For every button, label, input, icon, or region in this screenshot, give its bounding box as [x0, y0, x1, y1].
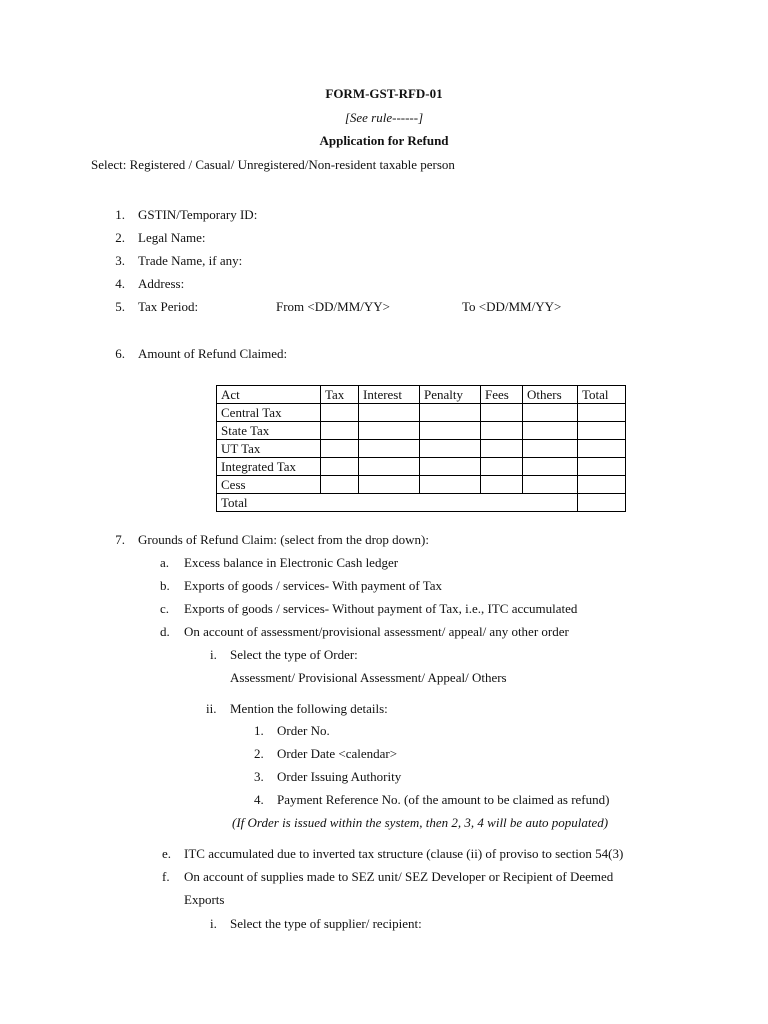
- payment-reference-label: Payment Reference No. (of the amount to be claimed as refund): [277, 792, 610, 807]
- rule-reference: [See rule------]: [344, 110, 424, 125]
- table-cell[interactable]: [420, 458, 481, 476]
- total-label: Total: [217, 494, 578, 512]
- field-number: 5.: [115, 299, 125, 314]
- order-no-label: Order No.: [277, 723, 330, 738]
- refund-amount-table: [216, 385, 626, 512]
- tax-period-from[interactable]: From <DD/MM/YY>: [276, 299, 390, 314]
- header-fees: Fees: [481, 386, 523, 404]
- detail-number: 2.: [254, 746, 264, 761]
- option-letter: a.: [160, 555, 170, 570]
- tax-period-label: Tax Period:: [138, 299, 199, 314]
- order-type-select[interactable]: Assessment/ Provisional Assessment/ Appeal/ Others: [230, 670, 507, 685]
- sub-number: i.: [210, 916, 217, 931]
- field-number: 7.: [115, 532, 125, 547]
- table-cell[interactable]: [481, 404, 523, 422]
- order-details-label: Mention the following details:: [230, 701, 388, 716]
- field-number: 6.: [115, 346, 125, 361]
- field-number: 3.: [115, 253, 125, 268]
- page-title: Application for Refund: [319, 133, 449, 148]
- table-row: [217, 404, 626, 422]
- refund-grounds-dropdown[interactable]: Grounds of Refund Claim: (select from the drop down):: [138, 532, 429, 547]
- table-header-row: [217, 386, 626, 404]
- table-row: [217, 440, 626, 458]
- tax-period-to[interactable]: To <DD/MM/YY>: [462, 299, 562, 314]
- address-label: Address:: [138, 276, 185, 291]
- table-cell[interactable]: [420, 440, 481, 458]
- gstin-label: GSTIN/Temporary ID:: [138, 207, 258, 222]
- table-cell[interactable]: [321, 422, 359, 440]
- sub-number: i.: [210, 647, 217, 662]
- table-cell[interactable]: [523, 440, 578, 458]
- refund-amount-label: Amount of Refund Claimed:: [138, 346, 288, 361]
- table-cell[interactable]: [578, 422, 626, 440]
- taxpayer-type-select[interactable]: Select: Registered / Casual/ Unregistered/Non-resident taxable person: [91, 157, 455, 172]
- header-others: Others: [523, 386, 578, 404]
- option-export-with-tax[interactable]: Exports of goods / services- With payment of Tax: [184, 578, 443, 593]
- option-letter: b.: [160, 578, 170, 593]
- header-tax: Tax: [321, 386, 359, 404]
- table-cell[interactable]: [321, 476, 359, 494]
- option-assessment-order[interactable]: On account of assessment/provisional assessment/ appeal/ any other order: [184, 624, 569, 639]
- row-label: UT Tax: [217, 440, 321, 458]
- table-row: [217, 422, 626, 440]
- table-cell[interactable]: [359, 422, 420, 440]
- table-cell[interactable]: [420, 404, 481, 422]
- header-total: Total: [578, 386, 626, 404]
- table-cell[interactable]: [359, 404, 420, 422]
- legal-name-label: Legal Name:: [138, 230, 206, 245]
- table-cell[interactable]: [523, 404, 578, 422]
- option-inverted-tax[interactable]: ITC accumulated due to inverted tax structure (clause (ii) of proviso to section 54(3): [184, 846, 624, 861]
- header-interest: Interest: [359, 386, 420, 404]
- order-date-field[interactable]: Order Date <calendar>: [277, 746, 398, 761]
- option-letter: e.: [162, 846, 172, 861]
- row-label: State Tax: [217, 422, 321, 440]
- table-cell[interactable]: [359, 458, 420, 476]
- auto-populate-note: (If Order is issued within the system, then 2, 3, 4 will be auto populated): [232, 815, 609, 830]
- table-row: [217, 458, 626, 476]
- table-cell[interactable]: [481, 422, 523, 440]
- option-excess-cash[interactable]: Excess balance in Electronic Cash ledger: [184, 555, 399, 570]
- row-label: Central Tax: [217, 404, 321, 422]
- option-sez-supplies-cont: Exports: [184, 892, 225, 907]
- table-cell[interactable]: [321, 440, 359, 458]
- option-sez-supplies[interactable]: On account of supplies made to SEZ unit/ SEZ Developer or Recipient of Deemed: [184, 869, 614, 884]
- row-label: Cess: [217, 476, 321, 494]
- table-cell[interactable]: [420, 422, 481, 440]
- table-row: [217, 476, 626, 494]
- table-cell[interactable]: [420, 476, 481, 494]
- field-number: 2.: [115, 230, 125, 245]
- table-cell[interactable]: [481, 476, 523, 494]
- order-type-label: Select the type of Order:: [230, 647, 358, 662]
- sub-number: ii.: [206, 701, 217, 716]
- option-letter: c.: [160, 601, 170, 616]
- table-cell[interactable]: [481, 440, 523, 458]
- grand-total-cell[interactable]: [578, 494, 626, 512]
- table-cell[interactable]: [578, 440, 626, 458]
- table-cell[interactable]: [523, 476, 578, 494]
- table-cell[interactable]: [523, 422, 578, 440]
- option-letter: f.: [162, 869, 170, 884]
- header-penalty: Penalty: [420, 386, 481, 404]
- table-cell[interactable]: [321, 458, 359, 476]
- table-cell[interactable]: [481, 458, 523, 476]
- issuing-authority-label: Order Issuing Authority: [277, 769, 402, 784]
- row-label: Integrated Tax: [217, 458, 321, 476]
- table-cell[interactable]: [578, 404, 626, 422]
- detail-number: 1.: [254, 723, 264, 738]
- table-cell[interactable]: [359, 440, 420, 458]
- header-act: Act: [217, 386, 321, 404]
- option-export-without-tax[interactable]: Exports of goods / services- Without payment of Tax, i.e., ITC accumulated: [184, 601, 578, 616]
- option-letter: d.: [160, 624, 170, 639]
- form-id: FORM-GST-RFD-01: [325, 86, 443, 101]
- table-cell[interactable]: [321, 404, 359, 422]
- detail-number: 4.: [254, 792, 264, 807]
- table-cell[interactable]: [578, 458, 626, 476]
- trade-name-label: Trade Name, if any:: [138, 253, 243, 268]
- supplier-type-label: Select the type of supplier/ recipient:: [230, 916, 422, 931]
- table-cell[interactable]: [523, 458, 578, 476]
- field-number: 1.: [115, 207, 125, 222]
- table-total-row: [217, 494, 626, 512]
- field-number: 4.: [115, 276, 125, 291]
- detail-number: 3.: [254, 769, 264, 784]
- table-cell[interactable]: [359, 476, 420, 494]
- table-cell[interactable]: [578, 476, 626, 494]
